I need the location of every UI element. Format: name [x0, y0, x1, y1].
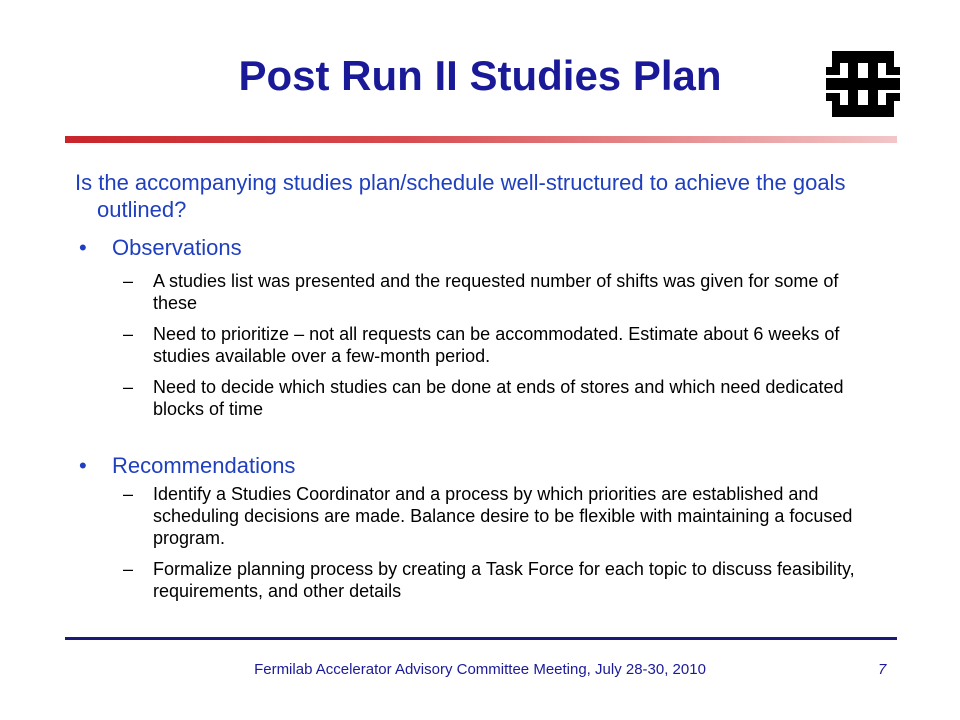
- footer-divider: [65, 637, 897, 640]
- list-item: [75, 483, 865, 549]
- page-number: 7: [878, 661, 887, 678]
- bullet-icon: •: [79, 453, 87, 478]
- observations-section: [75, 234, 865, 429]
- dash-icon: –: [123, 324, 134, 344]
- fermilab-logo-icon: [824, 45, 902, 123]
- observations-heading: [75, 234, 865, 262]
- list-item-text: A studies list was presented and the requested number of shifts was given for some of these: [153, 271, 839, 313]
- list-item-text: Identify a Studies Coordinator and a process by which priorities are established and scheduling decisions are made. Balance desire to be flexible with maintaining a focused program.: [153, 484, 853, 548]
- recommendations-section: [75, 452, 865, 611]
- list-item-text: Formalize planning process by creating a Task Force for each topic to discuss feasibility, requirements, and other details: [153, 559, 855, 601]
- observations-list: [75, 270, 865, 420]
- dash-icon: –: [123, 377, 134, 397]
- dash-icon: –: [123, 559, 134, 579]
- list-item: [75, 270, 865, 314]
- slide-title: Post Run II Studies Plan: [238, 52, 722, 99]
- recommendations-heading: [75, 452, 865, 480]
- dash-icon: –: [123, 271, 134, 291]
- intro-question: Is the accompanying studies plan/schedule well-structured to achieve the goals outlined?: [75, 170, 846, 222]
- list-item-text: Need to decide which studies can be done at ends of stores and which need dedicated blocks of time: [153, 377, 844, 419]
- list-item-text: Need to prioritize – not all requests can be accommodated. Estimate about 6 weeks of studies available over a few-month period.: [153, 324, 840, 366]
- recommendations-heading-label: Recommendations: [112, 453, 296, 478]
- title-divider: [65, 136, 897, 143]
- list-item: [75, 323, 865, 367]
- footer-text: Fermilab Accelerator Advisory Committee Meeting, July 28-30, 2010: [254, 661, 706, 678]
- recommendations-list: [75, 483, 865, 602]
- list-item: [75, 376, 865, 420]
- dash-icon: –: [123, 484, 134, 504]
- list-item: [75, 558, 865, 602]
- observations-heading-label: Observations: [112, 235, 242, 260]
- bullet-icon: •: [79, 235, 87, 260]
